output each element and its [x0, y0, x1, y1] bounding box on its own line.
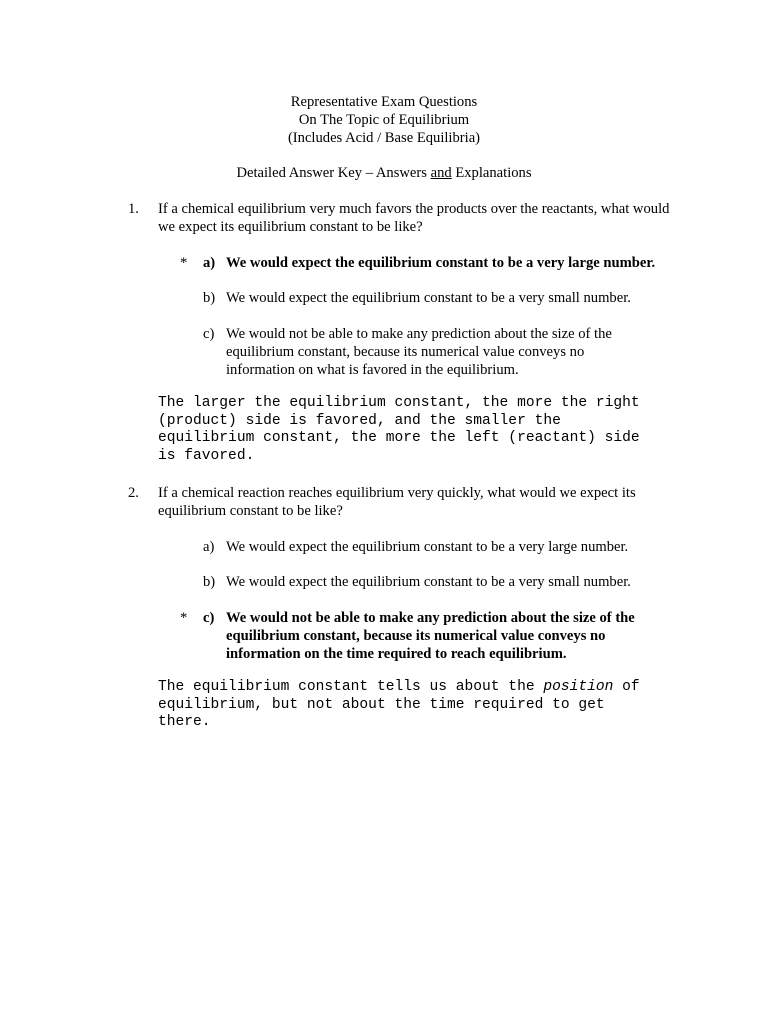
question-1-option-b-text: We would expect the equilibrium constant to be a very small number.	[226, 290, 631, 306]
question-2-option-b-text: We would expect the equilibrium constant to be a very small number.	[226, 574, 631, 590]
explanation-emphasis: position	[543, 679, 614, 695]
correct-answer-marker: *	[180, 610, 188, 626]
explanation-after: of equilibrium, but not about the time required to get there.	[158, 679, 649, 730]
question-2-text: If a chemical reaction reaches equilibrium very quickly, what would we expect its equilibrium constant to be like?	[158, 485, 636, 519]
question-2-option-a-letter: a)	[203, 539, 215, 555]
subtitle-after: Explanations	[451, 165, 532, 181]
question-1-option-a-text: We would expect the equilibrium constant to be a very large number.	[226, 255, 656, 271]
question-1-explanation: The larger the equilibrium constant, the more the right (product) side is favored, and the smaller the equilibrium constant, the more the left (reactant) side is favored.	[158, 395, 649, 464]
correct-answer-marker: *	[180, 255, 188, 271]
question-1-option-a-letter: a)	[203, 255, 216, 271]
explanation-before: The equilibrium constant tells us about the	[158, 679, 544, 695]
question-1-option-c-text: We would not be able to make any prediction about the size of the equilibrium constant, because its numerical value conveys no information on what is favored in the equilibrium.	[226, 326, 612, 378]
question-1-text: If a chemical equilibrium very much favors the products over the reactants, what would we expect its equilibrium constant to be like?	[158, 201, 670, 235]
header-line-1: Representative Exam Questions	[290, 94, 478, 110]
header-line-2: On The Topic of Equilibrium	[298, 112, 470, 128]
subtitle-underlined: and	[430, 165, 452, 181]
question-1-option-c-letter: c)	[203, 326, 215, 342]
subtitle-before: Detailed Answer Key – Answers	[236, 165, 431, 181]
question-2-option-c-text: We would not be able to make any prediction about the size of the equilibrium constant, because its numerical value conveys no information on the time required to reach equilibrium.	[226, 610, 635, 662]
question-1-option-b-letter: b)	[203, 290, 216, 306]
question-2-explanation	[158, 679, 663, 732]
answer-key-subtitle	[0, 164, 768, 182]
document-header	[0, 93, 768, 147]
question-1-number: 1.	[128, 201, 139, 217]
question-2-number: 2.	[128, 485, 139, 501]
question-2-option-a-text: We would expect the equilibrium constant to be a very large number.	[226, 539, 629, 555]
header-line-3: (Includes Acid / Base Equilibria)	[287, 130, 481, 146]
question-2-option-b-letter: b)	[203, 574, 216, 590]
question-2-option-c-letter: c)	[203, 610, 215, 626]
